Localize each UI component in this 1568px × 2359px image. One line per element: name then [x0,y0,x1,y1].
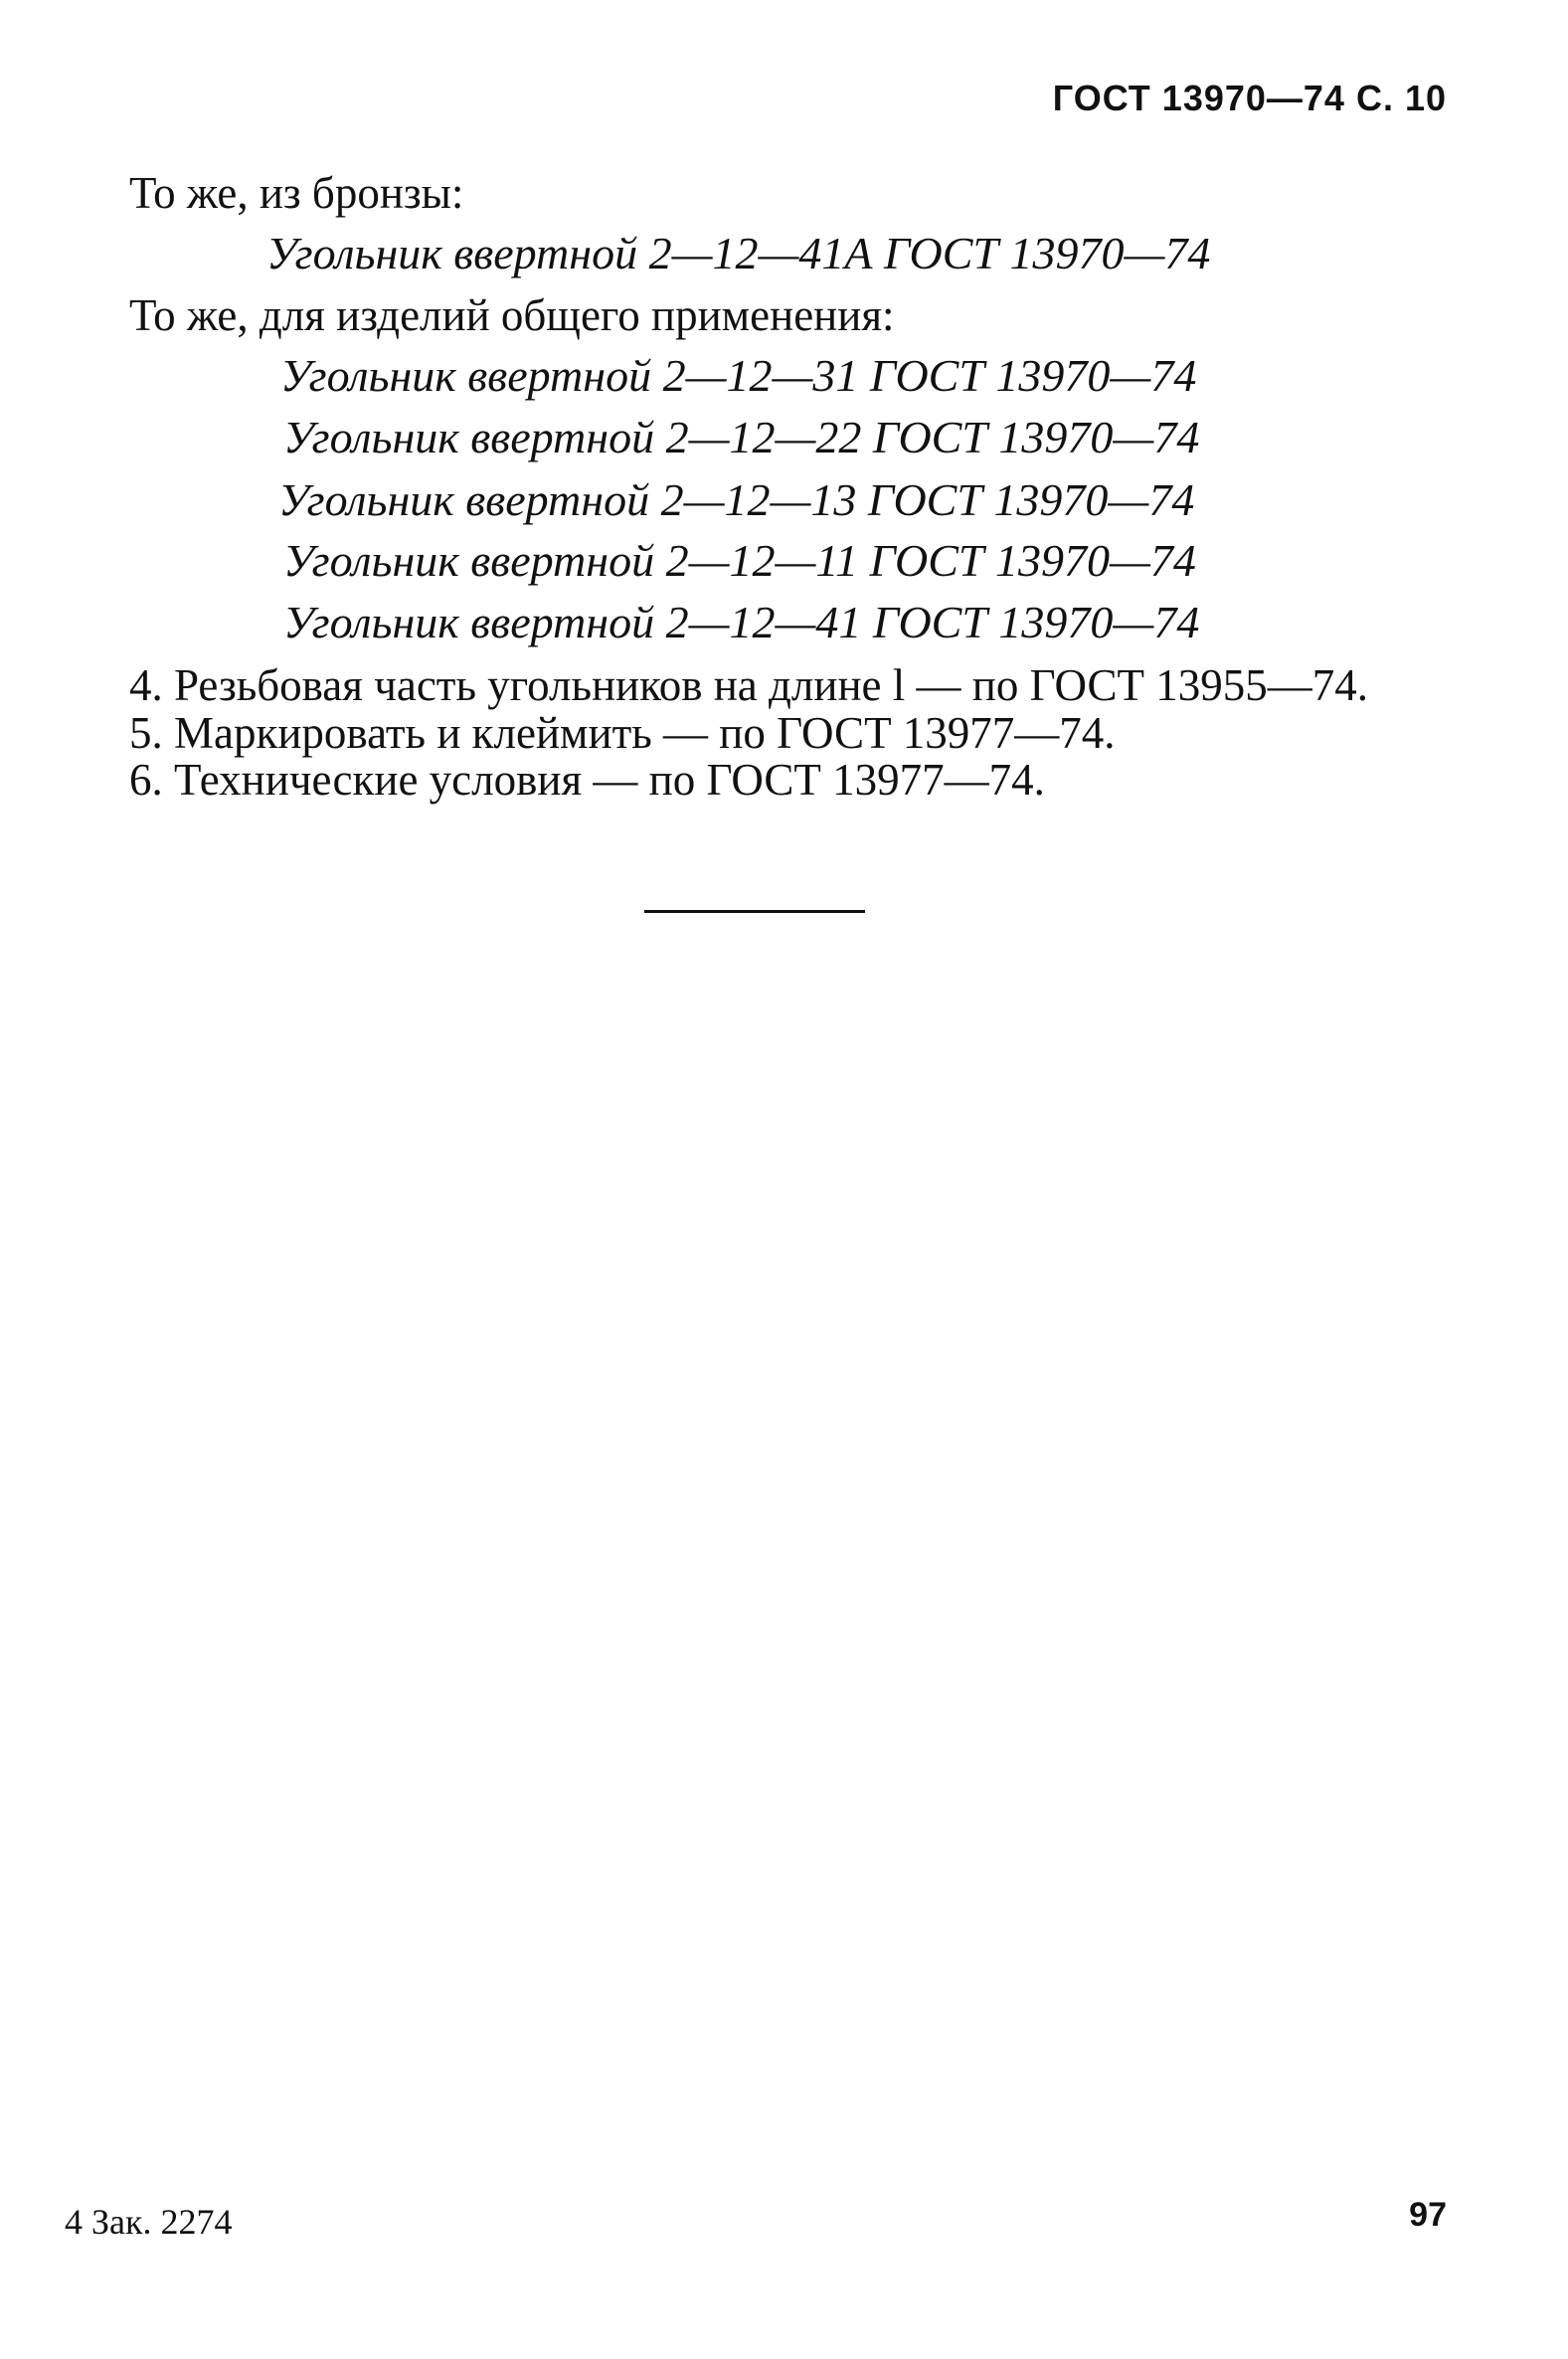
numbered-item: 4. Резьбовая часть угольников на длине l — по ГОСТ 13955—74. [129,660,1369,710]
general-item: Угольник ввертной 2—12—11 ГОСТ 13970—74 [283,535,1196,586]
numbered-item: 5. Маркировать и клеймить — по ГОСТ 13977—74. [129,708,1116,758]
general-item: Угольник ввертной 2—12—31 ГОСТ 13970—74 [280,350,1197,401]
order-number: 4 Зак. 2274 [65,2202,233,2242]
end-rule [644,910,865,913]
general-label: То же, для изделий общего применения: [129,290,895,340]
numbered-item: 6. Технические условия — по ГОСТ 13977—74. [129,755,1045,805]
page-number: 97 [1409,2196,1447,2234]
bronze-item: Угольник ввертной 2—12—41А ГОСТ 13970—74 [266,228,1211,278]
general-item: Угольник ввертной 2—12—41 ГОСТ 13970—74 [283,597,1200,647]
general-item: Угольник ввертной 2—12—22 ГОСТ 13970—74 [283,412,1200,462]
page-header: ГОСТ 13970—74 С. 10 [1052,78,1447,118]
bronze-label: То же, из бронзы: [129,168,464,218]
general-item: Угольник ввертной 2—12—13 ГОСТ 13970—74 [278,474,1195,525]
